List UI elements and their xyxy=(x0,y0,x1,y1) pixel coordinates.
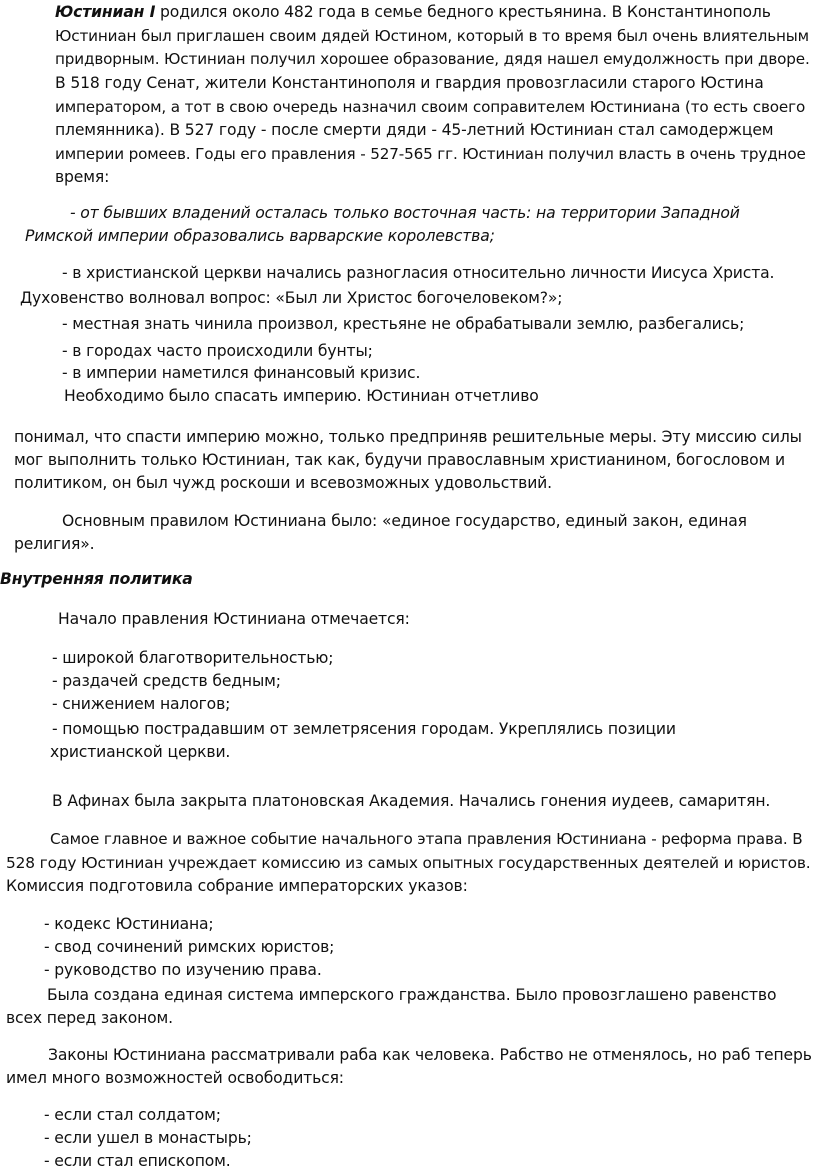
mission-line-1: понимал, что спасти империю можно, только предприняв решительные меры. Эту миссию силы xyxy=(14,428,802,446)
mission-line-2: мог выполнить только Юстиниан, так как, будучи православным христианином, богословом и xyxy=(14,451,785,469)
beginning-item-3: - снижением налогов; xyxy=(52,695,231,713)
intro-line-1 xyxy=(55,0,771,24)
crisis-item-3: - местная знать чинила произвол, крестьяне не обрабатывали землю, разбегались; xyxy=(62,315,745,333)
section-heading: Внутренняя политика xyxy=(0,570,193,588)
beginning-intro: Начало правления Юстиниана отмечается: xyxy=(58,610,410,628)
beginning-item-2: - раздачей средств бедным; xyxy=(52,672,281,690)
citizenship-line-2: всех перед законом. xyxy=(6,1009,173,1027)
beginning-item-4: - помощью пострадавшим от землетрясения городам. Укреплялись позиции xyxy=(52,720,676,738)
slaves-item-2: - если ушел в монастырь; xyxy=(44,1129,252,1147)
reform-line-2: 528 году Юстиниан учреждает комиссию из самых опытных государственных деятелей и юристов. xyxy=(6,854,811,872)
reform-line-1: Самое главное и важное событие начального этапа правления Юстиниана - реформа права. В xyxy=(50,830,803,848)
crisis-item-1-line-1: - от бывших владений осталась только восточная часть: на территории Западной xyxy=(70,204,740,222)
athens-line: В Афинах была закрыта платоновская Академия. Начались гонения иудеев, самаритян. xyxy=(52,792,771,810)
intro-line-2: Юстиниан был приглашен своим дядей Юстином, который в то время был очень влиятельным xyxy=(55,27,809,45)
reform-item-3: - руководство по изучению права. xyxy=(44,961,322,979)
beginning-item-4-cont: христианской церкви. xyxy=(50,743,231,761)
intro-line-8: время: xyxy=(55,168,110,186)
reform-item-2: - свод сочинений римских юристов; xyxy=(44,938,335,956)
intro-line-4: В 518 году Сенат, жители Константинополя и гвардия провозгласили старого Юстина xyxy=(55,74,764,92)
mission-line-3: политиком, он был чужд роскоши и всевозможных удовольствий. xyxy=(14,474,552,492)
intro-line-7: империи ромеев. Годы его правления - 527-565 гг. Юстиниан получил власть в очень трудное xyxy=(55,145,806,163)
intro-line-1-text: родился около 482 года в семье бедного крестьянина. В Константинополь xyxy=(155,3,771,21)
intro-lead-name: Юстиниан I xyxy=(55,3,156,21)
crisis-item-4: - в городах часто происходили бунты; xyxy=(62,342,373,360)
beginning-item-1: - широкой благотворительностью; xyxy=(52,649,334,667)
crisis-item-5: - в империи наметился финансовый кризис. xyxy=(62,364,421,382)
rule-line-2: религия». xyxy=(14,535,95,553)
crisis-item-2-line-1: - в христианской церкви начались разногласия относительно личности Иисуса Христа. xyxy=(62,264,775,282)
intro-line-6: племянника). В 527 году - после смерти дяди - 45-летний Юстиниан стал самодержцем xyxy=(55,121,774,139)
rule-line-1: Основным правилом Юстиниана было: «единое государство, единый закон, единая xyxy=(62,512,747,530)
intro-line-3: придворным. Юстиниан получил хорошее образование, дядя нашел емудолжность при дворе. xyxy=(55,50,810,68)
crisis-item-2-line-2: Духовенство волновал вопрос: «Был ли Христос богочеловеком?»; xyxy=(20,289,563,307)
crisis-item-1-line-2: Римской империи образовались варварские королевства; xyxy=(25,227,495,245)
reform-line-3: Комиссия подготовила собрание императорских указов: xyxy=(6,877,468,895)
citizenship-line-1: Была создана единая система имперского гражданства. Было провозглашено равенство xyxy=(47,986,777,1004)
slaves-item-3: - если стал епископом. xyxy=(44,1152,231,1170)
reform-item-1: - кодекс Юстиниана; xyxy=(44,915,214,933)
slaves-item-1: - если стал солдатом; xyxy=(44,1106,221,1124)
intro-line-5: императором, а тот в свою очередь назначил своим соправителем Юстиниана (то есть своего xyxy=(55,98,806,116)
slaves-line-1: Законы Юстиниана рассматривали раба как человека. Рабство не отменялось, но раб теперь xyxy=(48,1046,812,1064)
crisis-conclusion: Необходимо было спасать империю. Юстиниан отчетливо xyxy=(64,387,539,405)
slaves-line-2: имел много возможностей освободиться: xyxy=(6,1069,344,1087)
